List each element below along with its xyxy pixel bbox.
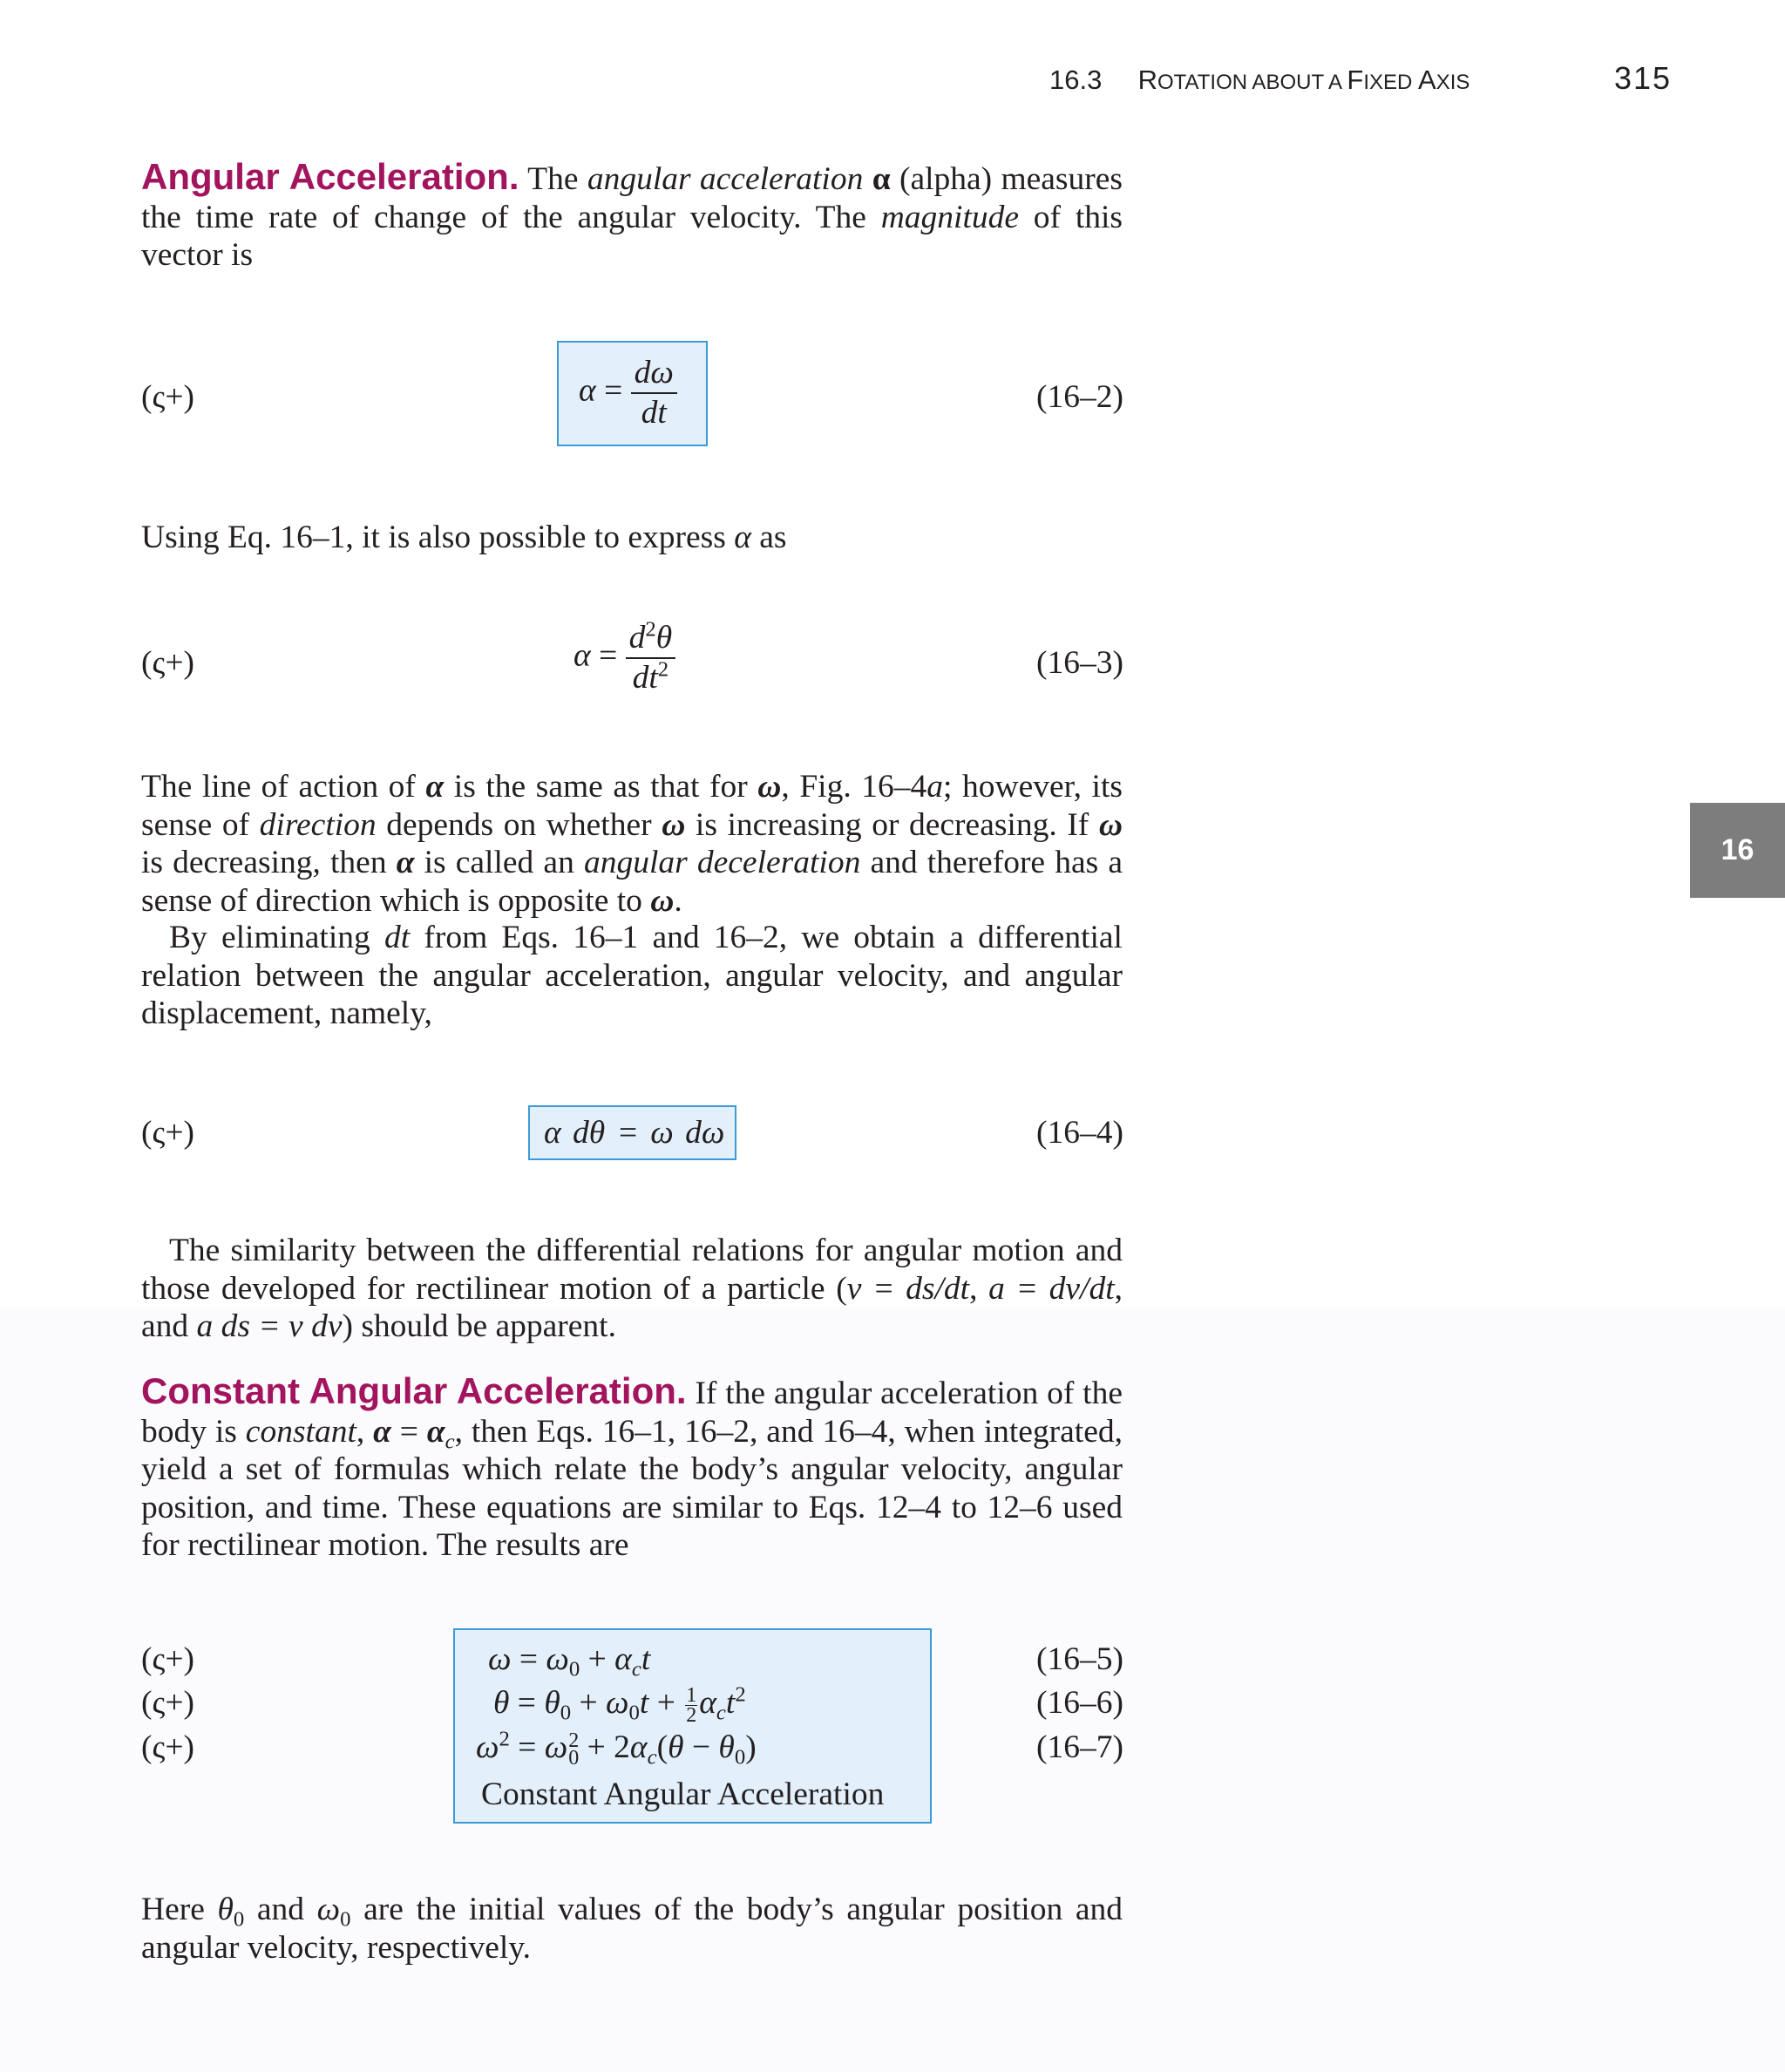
rotation-sign: (ς+) <box>141 645 194 681</box>
running-header <box>1049 63 1469 100</box>
section-title: ROTATION ABOUT A FIXED AXIS <box>1137 65 1470 95</box>
rotation-sign: (ς+) <box>141 1685 194 1721</box>
equation-16-6: $\theta = \theta_0 + \omega_0t$ + $\frac{1}{2}$ $\alpha_ct^2$ <box>493 1682 746 1727</box>
equation-16-2: α = $\frac{d\omega}{dt}$ <box>579 354 677 432</box>
heading-constant-angular-acceleration: Constant Angular Acceleration. <box>141 1370 687 1411</box>
paragraph-initial-values: Here $\theta_0$ and $\omega_0$ are the initial values of the body’s angular position and angular velocity, respectively. <box>141 1892 1123 1966</box>
equation-16-4: α dθ = ω dω <box>544 1115 725 1151</box>
equation-tag-16-6: (16–6) <box>1036 1685 1123 1721</box>
rotation-sign: (ς+) <box>141 1641 194 1677</box>
equation-tag-16-7: (16–7) <box>1036 1729 1123 1765</box>
rotation-sign: (ς+) <box>141 1115 194 1151</box>
paragraph-angular-acceleration: Angular Acceleration. The angular acceleration α (alpha) measures the time rate of change of the angular velocity. The magnitude of this vector is <box>141 156 1123 273</box>
equation-box-caption: Constant Angular Acceleration <box>481 1776 885 1812</box>
equation-16-7: $\omega^2 = \omega$ 2 0 + $2\alpha_c(\theta - \theta_0)$ <box>476 1727 757 1770</box>
chapter-tab: 16 <box>1690 803 1785 898</box>
paragraph-eliminating-dt: By eliminating dt from Eqs. 16–1 and 16–2, we obtain a differential relation between the angular acceleration, angular velocity, and angular displacement, namely, <box>141 920 1123 1031</box>
equation-16-5: $\omega = \omega_0 + \alpha_ct$ <box>488 1641 651 1681</box>
equation-tag-16-4: (16–4) <box>1036 1115 1123 1151</box>
equation-tag-16-5: (16–5) <box>1036 1641 1123 1677</box>
paragraph-similarity: The similarity between the differential relations for angular motion and those developed for rectilinear motion of a particle (v = ds/dt, a = dv/dt, and a ds = v dv) should be apparent. <box>141 1233 1123 1344</box>
paragraph-line-of-action: The line of action of α is the same as that for ω, Fig. 16–4a; however, its sense of direction depends on whether ω is increasing or decreasing. If ω is decreasing, then α is called an angular deceleration and therefore has a sense of direction which is opposite to ω. <box>141 769 1123 919</box>
equation-tag-16-3: (16–3) <box>1036 645 1123 681</box>
equation-16-3: α = $\frac{d^2\theta}{dt^2}$ <box>574 619 675 697</box>
paragraph-express-alpha: Using Eq. 16–1, it is also possible to express α as <box>141 520 787 555</box>
rotation-sign: (ς+) <box>141 1729 194 1765</box>
section-number: 16.3 <box>1049 65 1103 95</box>
heading-angular-acceleration: Angular Acceleration. <box>141 156 519 197</box>
paragraph-constant-angular-acceleration: Constant Angular Acceleration. If the angular acceleration of the body is constant, $\alpha = \alpha_c$, then Eqs. 16–1, 16–2, and 16–4, when integrated, yield a set of formulas which relate the body’s angular velocity, angular position, and time. These equations are similar to Eqs. 12–4 to 12–6 used for rectilinear motion. The results are <box>141 1370 1123 1563</box>
page-number: 315 <box>1614 60 1673 96</box>
equation-tag-16-2: (16–2) <box>1036 379 1123 415</box>
rotation-sign: (ς+) <box>141 379 194 415</box>
